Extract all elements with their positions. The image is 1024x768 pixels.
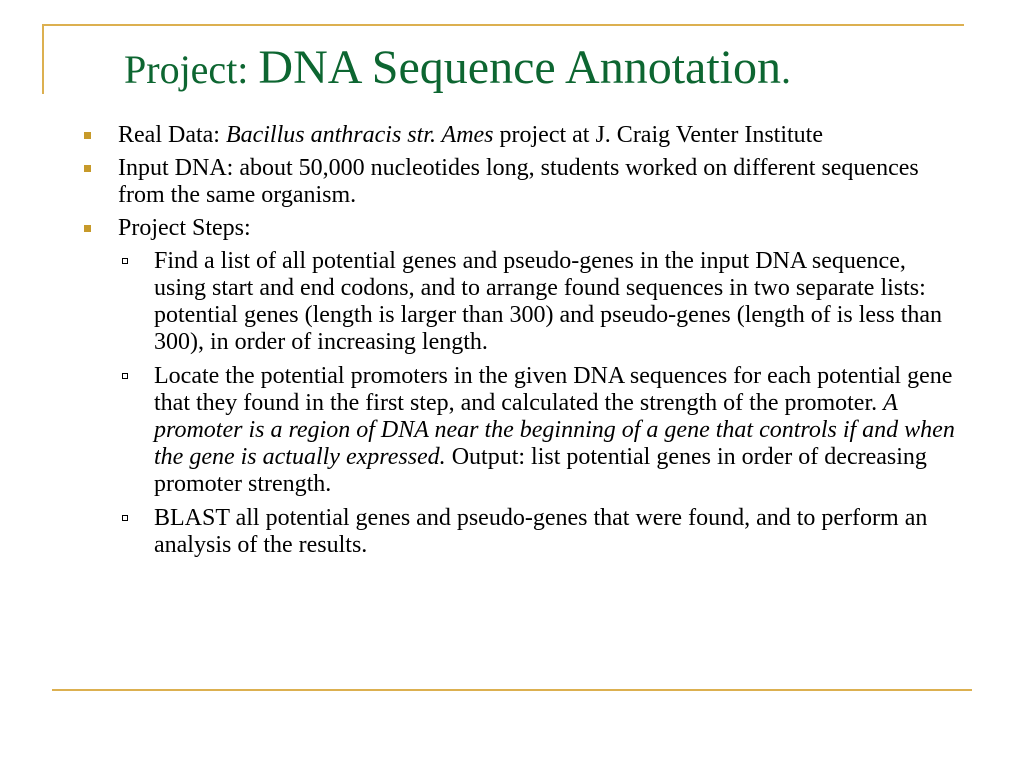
- sub-bullet-list: [115, 248, 960, 559]
- organism-name: Bacillus anthracis str. Ames: [225, 122, 494, 148]
- promoter-definition: A promoter is a region of DNA near the beginning of a gene that controls if and when the gene is actually expressed.: [154, 390, 955, 470]
- bullet-list: [80, 122, 960, 559]
- sub-bullet-text: Locate the potential promoters in the given DNA sequences for each potential gene that they found in the first step, and calculated the strength of the promoter. A promoter is a region of DNA near the beginning of a gene that controls if and when the gene is actually expressed. Output: list potential genes in order of decreasing promoter strength.: [154, 363, 955, 497]
- title-main: DNA Sequence Annotation: [258, 41, 782, 94]
- slide-title: [124, 40, 964, 100]
- bullet-input-dna: [80, 155, 960, 209]
- sub-bullet-blast: [115, 505, 960, 559]
- left-rule: [42, 24, 44, 94]
- bullet-real-data: [80, 122, 960, 149]
- sub-bullet-text: BLAST all potential genes and pseudo-genes that were found, and to perform an analysis of the results.: [154, 505, 928, 558]
- title-prefix: Project:: [124, 47, 259, 92]
- bottom-rule: [52, 689, 972, 691]
- square-bullet-icon: [84, 225, 91, 232]
- hollow-square-bullet-icon: [122, 515, 128, 521]
- square-bullet-icon: [84, 165, 91, 172]
- bullet-text: Project Steps:: [118, 215, 251, 241]
- square-bullet-icon: [84, 132, 91, 139]
- bullet-text: Real Data: Bacillus anthracis str. Ames project at J. Craig Venter Institute: [118, 122, 823, 148]
- sub-bullet-find-genes: [115, 248, 960, 356]
- hollow-square-bullet-icon: [122, 258, 128, 264]
- top-rule: [42, 24, 964, 26]
- bullet-text: Input DNA: about 50,000 nucleotides long, students worked on different sequences from the same organism.: [118, 155, 919, 208]
- hollow-square-bullet-icon: [122, 373, 128, 379]
- sub-bullet-text: Find a list of all potential genes and pseudo-genes in the input DNA sequence, using start and end codons, and to arrange found sequences in two separate lists: potential genes (length is larger than 300) and pseudo-genes (length of is less than 300), in order of increasing length.: [154, 248, 943, 355]
- slide-content: [80, 122, 960, 566]
- title-suffix: .: [781, 47, 792, 92]
- sub-bullet-locate-promoters: [115, 363, 960, 498]
- bullet-project-steps: [80, 215, 960, 559]
